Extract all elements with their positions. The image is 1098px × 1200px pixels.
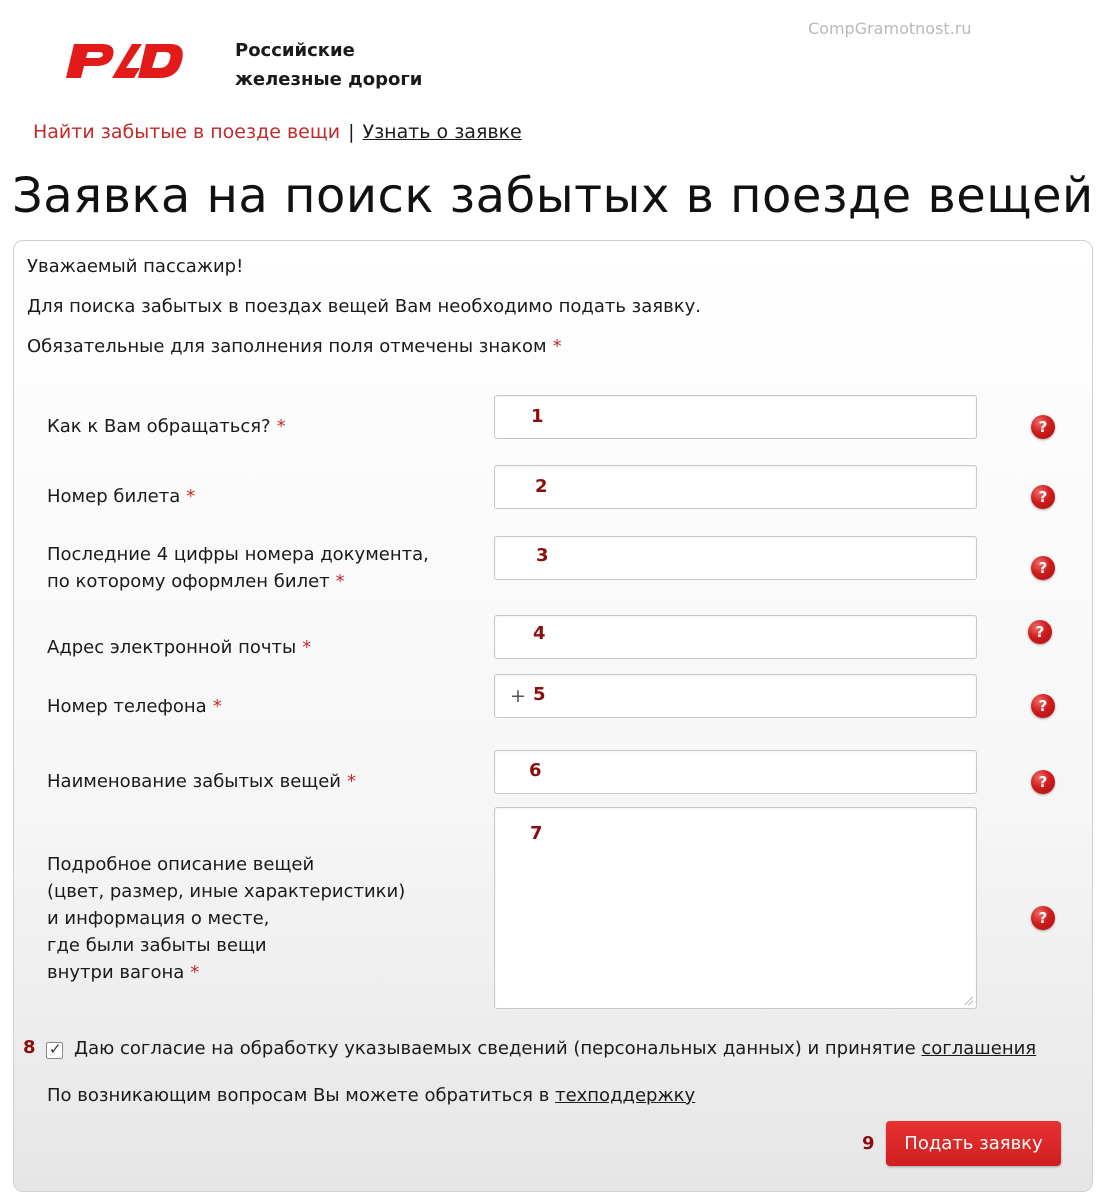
page-title: Заявка на поиск забытых в поезде вещей [12, 168, 1094, 224]
support-link[interactable]: техподдержку [555, 1085, 696, 1106]
support-label: По возникающим вопросам Вы можете обратиться в [47, 1085, 550, 1106]
annotation-number-2: 2 [535, 476, 548, 497]
document-digits-label [47, 541, 429, 595]
intro-greeting: Уважаемый пассажир! [27, 256, 244, 277]
agreement-link[interactable]: соглашения [921, 1038, 1037, 1059]
required-note-text: Обязательные для заполнения поля отмечены знаком [27, 336, 547, 357]
item-name-label-text: Наименование забытых вещей [47, 771, 341, 792]
ticket-number-input[interactable] [494, 465, 977, 509]
help-icon[interactable]: ? [1031, 906, 1055, 930]
item-description-label-line: где были забыты вещи [47, 935, 267, 956]
help-icon[interactable]: ? [1031, 694, 1055, 718]
ticket-number-label-text: Номер билета [47, 486, 181, 507]
required-mark: * [212, 696, 222, 717]
annotation-number-8: 8 [23, 1037, 36, 1058]
item-description-textarea[interactable] [494, 807, 977, 1009]
item-description-label-line: (цвет, размер, иные характеристики) [47, 881, 406, 902]
submit-button[interactable]: Подать заявку [886, 1121, 1061, 1166]
consent-text [74, 1038, 1036, 1059]
name-label [47, 413, 286, 440]
document-digits-input[interactable] [494, 536, 977, 580]
annotation-number-9: 9 [862, 1133, 875, 1154]
name-input[interactable] [494, 395, 977, 439]
brand-line-1: Российские [235, 40, 355, 61]
email-label [47, 634, 311, 661]
annotation-number-3: 3 [536, 545, 549, 566]
name-label-text: Как к Вам обращаться? [47, 416, 271, 437]
checkmark-icon: ✓ [49, 1040, 62, 1058]
document-digits-label-line-2: по которому оформлен билет * [47, 571, 345, 592]
required-mark: * [302, 637, 312, 658]
required-mark: * [347, 771, 356, 792]
required-note [27, 336, 562, 357]
help-icon[interactable]: ? [1031, 415, 1055, 439]
required-mark: * [335, 571, 345, 592]
item-name-input[interactable] [494, 750, 977, 794]
intro-text: Для поиска забытых в поездах вещей Вам необходимо подать заявку. [27, 296, 701, 317]
help-icon[interactable]: ? [1031, 485, 1055, 509]
item-description-label-line: и информация о месте, [47, 908, 270, 929]
item-description-label [47, 851, 405, 986]
brand-line-2: железные дороги [235, 69, 423, 90]
required-mark: * [552, 336, 562, 357]
required-mark: * [190, 962, 200, 983]
annotation-number-4: 4 [533, 623, 546, 644]
consent-checkbox[interactable] [46, 1042, 63, 1059]
phone-input[interactable] [494, 674, 977, 718]
annotation-number-7: 7 [530, 823, 543, 844]
support-text [47, 1085, 695, 1106]
nav-separator: | [348, 121, 355, 143]
annotation-number-6: 6 [529, 760, 542, 781]
phone-label-text: Номер телефона [47, 696, 207, 717]
item-description-label-line: внутри вагона * [47, 962, 200, 983]
nav-find-items[interactable]: Найти забытые в поезде вещи [33, 121, 341, 143]
nav-check-request-link[interactable]: Узнать о заявке [362, 121, 522, 143]
phone-label [47, 693, 222, 720]
watermark: CompGramotnost.ru [808, 19, 972, 38]
email-label-text: Адрес электронной почты [47, 637, 297, 658]
email-input[interactable] [494, 615, 977, 659]
help-icon[interactable]: ? [1028, 620, 1052, 644]
consent-label: Даю согласие на обработку указываемых сведений (персональных данных) и принятие [74, 1038, 916, 1059]
resize-handle-icon[interactable] [963, 995, 973, 1005]
help-icon[interactable]: ? [1031, 556, 1055, 580]
help-icon[interactable]: ? [1031, 770, 1055, 794]
phone-prefix: + [510, 685, 526, 707]
annotation-number-1: 1 [531, 406, 544, 427]
item-description-label-line: Подробное описание вещей [47, 854, 315, 875]
item-name-label [47, 768, 356, 795]
document-digits-label-line-1: Последние 4 цифры номера документа, [47, 544, 429, 565]
ticket-number-label [47, 483, 195, 510]
brand-name [235, 36, 422, 94]
top-nav [33, 121, 522, 143]
required-mark: * [186, 486, 196, 507]
required-mark: * [276, 416, 286, 437]
rzd-logo [62, 28, 188, 88]
annotation-number-5: 5 [533, 684, 546, 705]
